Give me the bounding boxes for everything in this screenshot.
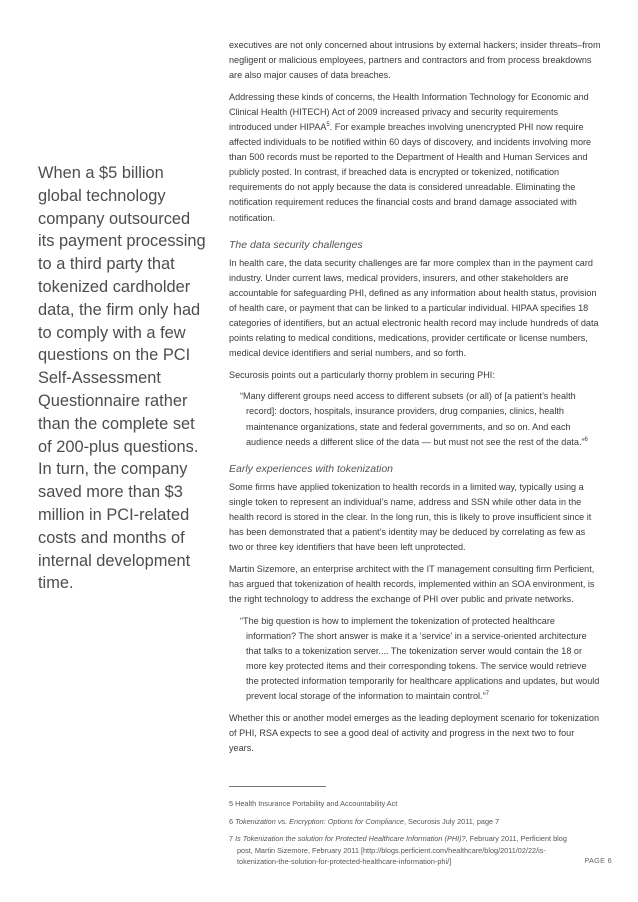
quote-sizemore-text: “The big question is how to implement the tokenization of protected healthcare information? The short answer is make it a ‘service’ in a service-oriented architecture that talks to a tokenization server.... The tokenization server would contain the 18 or more key protected items and their corresponding tokens. The service would retrieve the protected information temporarily for healthcare applications and updates, but would prevent local storage of the information to maintain control.”: [240, 615, 600, 701]
paragraph-sizemore: Martin Sizemore, an enterprise architect with the IT management consulting firm Perficient, has argued that tokenization of health records, implemented within an SOA environment, is the right technology to address the exchange of PHI over public and private networks.: [229, 563, 595, 604]
paragraph-insider-threats: executives are not only concerned about intrusions by external hackers; insider threats–from negligent or malicious employees, partners and contractors and from process breakdowns are also major causes of data breaches.: [229, 40, 601, 81]
main-column: [229, 38, 601, 763]
quote-securosis: [229, 389, 601, 449]
heading-early-experiences: Early experiences with tokenization: [229, 462, 394, 475]
heading-data-security-challenges: The data security challenges: [229, 238, 363, 251]
hitech-text-a: Addressing these kinds of concerns, the Health Information Technology for Economic and Clinical Health (HITECH) Act of 2009 increased privacy and security requirements introduced under HIPAA: [229, 91, 589, 132]
footnotes: [229, 798, 579, 874]
pull-quote: When a $5 billion global technology company outsourced its payment processing to a third party that tokenized cardholder data, the firm only had to comply with a few questions on the PCI Self-Assessment Questionnaire rather than the complete set of 200-plus questions. In turn, the company saved more than $3 million in PCI-related costs and months of internal development time.: [38, 164, 206, 593]
footnote-7-title: Is Tokenization the solution for Protected Healthcare Information (PHI)?: [235, 834, 466, 843]
quote-sizemore: [229, 614, 601, 705]
footnote-divider: [229, 786, 326, 787]
footnote-7: [229, 833, 579, 868]
quote-securosis-text: “Many different groups need access to different subsets (or all) of [a patient’s health record]: doctors, hospitals, insurance providers, drug companies, clinics, health maintenance organizations, state and federal governments, and so on. And each audience needs a different slice of the data — but must not see the rest of the data.”: [240, 391, 585, 447]
footnote-5: 5 Health Insurance Portability and Accountability Act: [229, 799, 398, 808]
footnote-ref-5: 5: [326, 121, 330, 128]
footnote-6-title: Tokenization vs. Encryption: Options for Compliance: [235, 816, 404, 826]
footnote-7-rest: , February 2011, Perficient blog post, Martin Sizemore, February 2011 [http://blogs.perficient.com/healthcare/blog/2011/02/22/is-tokenization-the-solution-for-protected-healthcare-information-phi/]: [237, 834, 567, 866]
footnote-ref-7: 7: [485, 690, 489, 697]
footnote-ref-6: 6: [584, 436, 588, 443]
footnote-6-rest: , Securosis July 2011, page 7: [403, 816, 500, 826]
paragraph-hitech: [229, 90, 601, 226]
footnote-6: [229, 816, 579, 828]
paragraph-rsa-expectation: Whether this or another model emerges as the leading deployment scenario for tokenization of PHI, RSA expects to see a good deal of activity and progress in the next two to four years.: [229, 713, 600, 754]
footnote-7-number: 7: [229, 834, 236, 843]
paragraph-securosis: Securosis points out a particularly thorny problem in securing PHI:: [229, 369, 495, 380]
paragraph-limited-tokenization: Some firms have applied tokenization to health records in a limited way, typically using a single token to represent an individual’s name, address and SSN while other data in the health record is stored in the clear. In the long run, this is likely to prove insufficient since it has been demonstrated that a patient’s identity may be deduced by correlating as few as two or three key identifiers that have been left unprotected.: [229, 481, 592, 553]
page-number: PAGE 6: [584, 856, 612, 865]
paragraph-healthcare-challenges: In health care, the data security challenges are far more complex than in the payment card industry. Under current laws, medical providers, insurers, and other stakeholders are accountable for safeguarding PHI, defined as any information about health status, provision of health care, or payment that can be linked to a particular individual. HIPAA specifies 18 categories of identifiers, but an actual electronic health record may include hundreds of data points relating to medical conditions, medications, provider certificate or license numbers, medical device identifiers and serial numbers, and so forth.: [229, 257, 599, 359]
footnote-6-number: 6: [229, 816, 236, 826]
hitech-text-b: . For example breaches involving unencrypted PHI now require affected individuals to be notified within 60 days of discovery, and incidents involving more than 500 records must be reported to the Department of Health and Human Services and publicly posted. In contrast, if breached data is encrypted or tokenized, notification requirements do not apply because the data is considered unreadable. Eliminating the notification requirement reduces the financial costs and brand damage associated with notification.: [229, 121, 592, 223]
